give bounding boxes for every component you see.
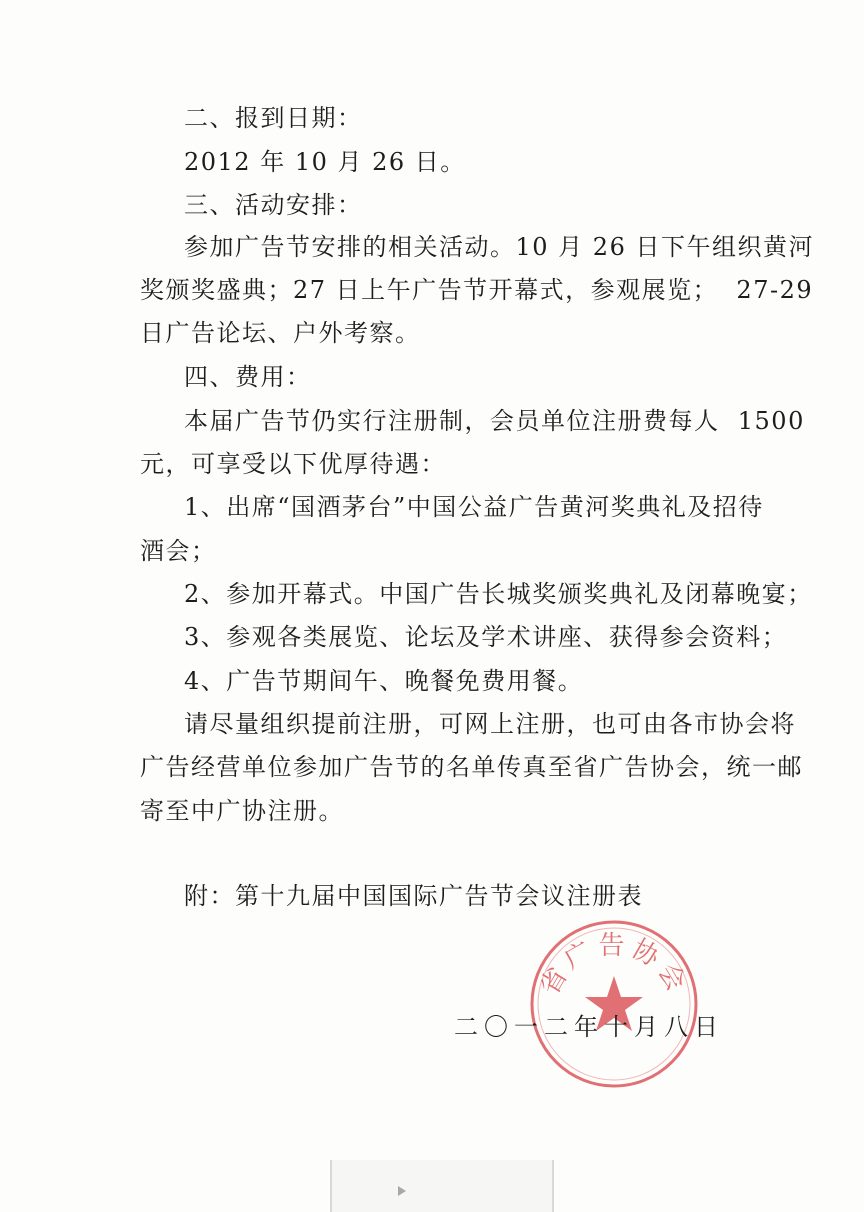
section-2-heading: 二、报到日期： — [184, 104, 363, 132]
benefit-3: 3、参观各类展览、论坛及学术讲座、获得参会资料； — [184, 623, 788, 651]
official-seal — [528, 918, 700, 1090]
benefit-4: 4、广告节期间午、晚餐免费用餐。 — [184, 667, 584, 695]
section-3-heading: 三、活动安排： — [184, 191, 363, 219]
page-bottom-tab — [330, 1160, 554, 1212]
seal-text: 省广告协会 — [534, 931, 694, 1001]
fee-intro-line-2: 元，可享受以下优厚待遇： — [140, 450, 446, 478]
section-4-heading: 四、费用： — [184, 363, 312, 391]
closing-line-1: 请尽量组织提前注册，可网上注册，也可由各市协会将 — [184, 710, 796, 738]
benefit-1-line-2: 酒会； — [140, 537, 217, 565]
closing-line-2: 广告经营单位参加广告节的名单传真至省广告协会，统一邮 — [140, 753, 803, 781]
closing-line-3: 寄至中广协注册。 — [140, 797, 344, 825]
benefit-1-line-1: 1、出席“国酒茅台”中国公益广告黄河奖典礼及招待 — [184, 493, 764, 521]
play-arrow-icon — [398, 1186, 406, 1196]
attachment-note: 附：第十九届中国国际广告节会议注册表 — [184, 882, 643, 910]
fee-intro-line-1: 本届广告节仍实行注册制，会员单位注册费每人 1500 — [184, 407, 805, 435]
document-date: 二〇一二年十月八日 — [454, 1013, 724, 1041]
activity-line-2: 奖颁奖盛典；27 日上午广告节开幕式，参观展览； 27-29 — [140, 276, 814, 304]
activity-line-1: 参加广告节安排的相关活动。10 月 26 日下午组织黄河 — [184, 233, 814, 261]
report-date: 2012 年 10 月 26 日。 — [184, 148, 466, 176]
benefit-2: 2、参加开幕式。中国广告长城奖颁奖典礼及闭幕晚宴； — [184, 580, 813, 608]
activity-line-3: 日广告论坛、户外考察。 — [140, 319, 421, 347]
